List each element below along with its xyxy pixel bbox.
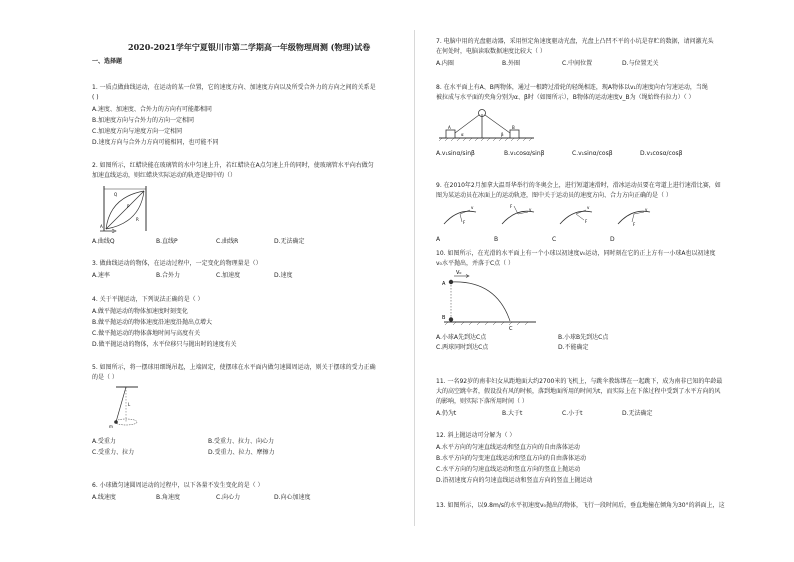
svg-text:m: m — [109, 424, 113, 429]
svg-text:P: P — [127, 204, 130, 209]
q8-stem: 8. 在水平面上有A、B两物体，通过一根跨过滑轮的轻绳相连，现A物体以v₁的速度向右匀速运动，当绳 — [436, 84, 708, 91]
q5-option-a[interactable]: A.受重力 — [92, 438, 116, 445]
svg-text:α: α — [461, 132, 464, 137]
left-column — [88, 0, 400, 562]
q2-option-c[interactable]: C.曲线R — [216, 238, 239, 245]
q9-stem-cont: 图为某运动员在冰面上的运动轨迹，图中关于运动员的速度方向、合力方向正确的是（ ） — [436, 192, 672, 199]
svg-text:B: B — [512, 125, 515, 130]
svg-text:A: A — [100, 224, 103, 229]
q11-stem-cont: 大的高空跳伞者，假设没有风的时候，落到地面所用的时间为t，而实际上在下落过程中受到了水平方向的风 — [436, 388, 721, 395]
q4-option-c[interactable]: C.做平抛运动的物体落地时间与高度有关 — [92, 330, 201, 337]
q10-point-c-label: C — [509, 326, 513, 330]
q3-stem: 3. 做曲线运动的物体，在运动过程中，一定变化的物理量是（） — [92, 260, 262, 267]
q9-stem: 9. 在2010年2月加拿大温哥华举行的冬奥会上，进行短道速滑时，滑冰运动员要在弯道上进行速滑比赛，如 — [436, 182, 721, 189]
q9-option-b[interactable]: B — [494, 236, 499, 243]
q7-option-c[interactable]: C.中间位置 — [562, 60, 593, 67]
svg-text:F: F — [463, 220, 466, 225]
q11-option-d[interactable]: D.无法确定 — [622, 410, 653, 417]
q11-option-c[interactable]: C.小于t — [562, 410, 583, 417]
q5-option-d[interactable]: D.受重力、拉力、摩擦力 — [208, 449, 275, 456]
q6-stem: 6. 小球做匀速圆周运动的过程中，以下各量不发生变化的是（ ） — [92, 482, 264, 489]
section-heading: 一、选择题 — [92, 58, 123, 65]
q1-option-d[interactable]: D.速度方向与合外力方向可能相同，也可能不同 — [92, 139, 219, 146]
q6-option-d[interactable]: D.向心加速度 — [274, 494, 311, 501]
svg-text:A: A — [448, 125, 451, 130]
q5-stem-cont: 的是（ ） — [92, 374, 118, 381]
q2-option-d[interactable]: D.无法确定 — [274, 238, 305, 245]
q4-option-b[interactable]: B.做平抛运动的物体速度沿速度沿抛出点增大 — [92, 319, 213, 326]
q12-option-a[interactable]: A.水平方向的匀速直线运动和竖直方向的自由落体运动 — [436, 444, 580, 451]
q3-option-b[interactable]: B.合外力 — [156, 272, 181, 279]
svg-text:v: v — [645, 207, 648, 212]
q8-option-d[interactable]: D.v₁cosα/cosβ — [640, 150, 683, 157]
q6-option-b[interactable]: B.角速度 — [156, 494, 181, 501]
q4-stem: 4. 关于平抛运动，下列说法正确的是（ ） — [92, 296, 204, 303]
q5-option-c[interactable]: C.受重力、拉力 — [92, 449, 135, 456]
q10-option-c[interactable]: C.两球同时到达C点 — [436, 344, 489, 351]
q10-point-a-label: A — [442, 281, 446, 287]
q9-option-c[interactable]: C — [552, 236, 557, 243]
q5-stem: 5. 如图所示，将一摆球用细绳吊起，上端固定，使摆球在水平面内做匀速圆周运动，则关于摆球的受力正确 — [92, 364, 376, 371]
svg-text:R: R — [136, 217, 139, 222]
q5-option-b[interactable]: B.受重力、拉力、向心力 — [208, 438, 275, 445]
q2-option-a[interactable]: A.曲线Q — [92, 238, 115, 245]
svg-text:L: L — [128, 402, 131, 407]
svg-text:F: F — [510, 204, 513, 209]
q11-option-a[interactable]: A.仍为t — [436, 410, 457, 417]
q6-option-a[interactable]: A.线速度 — [92, 494, 116, 501]
q5-figure — [104, 384, 150, 430]
q1-stem: 1. 一质点做曲线运动，在运动的某一位置，它的速度方向、加速度方向以及所受合外力的方向之间的关系是 — [92, 84, 376, 91]
svg-text:F: F — [633, 222, 636, 227]
q9-figure — [436, 204, 664, 230]
q2-stem: 2. 如图所示，红蜡块能在玻璃管的水中匀速上升，若红蜡块在A点匀速上升的同时，使玻璃管水平向右做匀 — [92, 162, 374, 169]
q6-option-c[interactable]: C.向心力 — [216, 494, 241, 501]
right-column — [432, 0, 772, 562]
q2-option-b[interactable]: B.直线P — [156, 238, 178, 245]
q9-option-d[interactable]: D — [610, 236, 615, 243]
q4-option-a[interactable]: A.做平抛运动的物体加速度时刻变化 — [92, 308, 188, 315]
svg-text:Q: Q — [114, 192, 118, 197]
q11-option-b[interactable]: B.大于t — [502, 410, 523, 417]
column-divider — [414, 30, 415, 526]
q3-option-a[interactable]: A.速率 — [92, 272, 110, 279]
svg-text:F: F — [585, 219, 588, 224]
q8-option-a[interactable]: A.v₁sinα/sinβ — [436, 150, 475, 157]
q13-stem: 13. 如图所示，以9.8m/s的水平初速度v₀抛出的物体，飞行一段时间后，垂直地撞在倾角为30°的斜面上，这 — [436, 502, 725, 509]
q4-option-d[interactable]: D.做平抛运动的物体，水平位移只与抛出时的速度有关 — [92, 341, 237, 348]
svg-text:v: v — [471, 205, 474, 210]
q8-option-c[interactable]: C.v₁sinα/cosβ — [572, 150, 613, 157]
q7-option-d[interactable]: D.与位置无关 — [622, 60, 659, 67]
svg-text:v: v — [587, 205, 590, 210]
q10-option-b[interactable]: B.小球B先到达C点 — [558, 334, 609, 341]
q2-figure — [100, 183, 160, 233]
q9-option-a[interactable]: A — [436, 236, 441, 243]
q11-stem-cont2: 的影响，则实际下落所用时间（ ） — [436, 398, 528, 405]
q7-stem-cont: 在何处时，电脑读取数据速度比较大（ ） — [436, 48, 546, 55]
page-title: 2020-2021学年宁夏银川市第二学期高一年级物理周测 (物理)试卷 — [128, 42, 371, 52]
q10-v0-label: V₀ — [456, 270, 462, 276]
svg-text:β: β — [501, 132, 504, 137]
svg-text:v: v — [529, 207, 532, 212]
q3-option-d[interactable]: D.速度 — [274, 272, 293, 279]
q8-stem-cont: 被拉成与水平面的夹角分别为α、β时（如图所示），B物体的运动速度v_B为（绳始终有拉力）（ ） — [436, 94, 695, 101]
q10-point-b-label: B — [442, 315, 446, 321]
q10-stem-cont: v₀水平抛出，并落于C点（ ） — [436, 260, 515, 267]
q10-option-d[interactable]: D.不能确定 — [558, 344, 589, 351]
q1-option-b[interactable]: B.加速度方向与合外力的方向一定相同 — [92, 117, 195, 124]
q2-stem-cont: 加速直线运动，则红蜡块实际运动的轨迹是图中的（） — [92, 172, 237, 179]
q8-option-b[interactable]: B.v₁cosα/sinβ — [504, 150, 545, 157]
q11-stem: 11. 一名92岁的南非妇女从距地面大约2700米的飞机上，与跳伞教练绑在一起跳下，成为南非已知的年龄最 — [436, 378, 723, 385]
q8-figure — [438, 106, 536, 144]
q1-option-c[interactable]: C.加速度方向与速度方向一定相同 — [92, 128, 183, 135]
q12-option-d[interactable]: D.沿初速度方向的匀速直线运动和竖直方向的竖直上抛运动 — [436, 477, 593, 484]
q7-stem: 7. 电脑中用的光盘驱动器，采用恒定角速度驱动光盘，光盘上凸凹不平的小坑是存贮的数据，请问激光头 — [436, 38, 714, 45]
q7-option-a[interactable]: A.内圈 — [436, 60, 454, 67]
q1-option-a[interactable]: A.速度、加速度、合外力的方向有可能都相同 — [92, 106, 212, 113]
q10-option-a[interactable]: A.小球A先到达C点 — [436, 334, 487, 341]
q12-stem: 12. 斜上抛运动可分解为（ ） — [436, 432, 516, 439]
q3-option-c[interactable]: C.加速度 — [216, 272, 241, 279]
q10-figure — [438, 268, 540, 330]
q12-option-c[interactable]: C.水平方向的匀速直线运动和竖直方向的竖直上抛运动 — [436, 466, 581, 473]
q12-option-b[interactable]: B.水平方向的匀变速直线运动和竖直方向的自由落体运动 — [436, 455, 587, 462]
q1-stem-cont: ( ) — [92, 94, 99, 101]
q10-stem: 10. 如图所示，在光滑的水平面上有一个小球以初速度v₀运动，同时刻在它的正上方有一小球A也以初速度 — [436, 250, 716, 257]
q7-option-b[interactable]: B.外圈 — [502, 60, 521, 67]
